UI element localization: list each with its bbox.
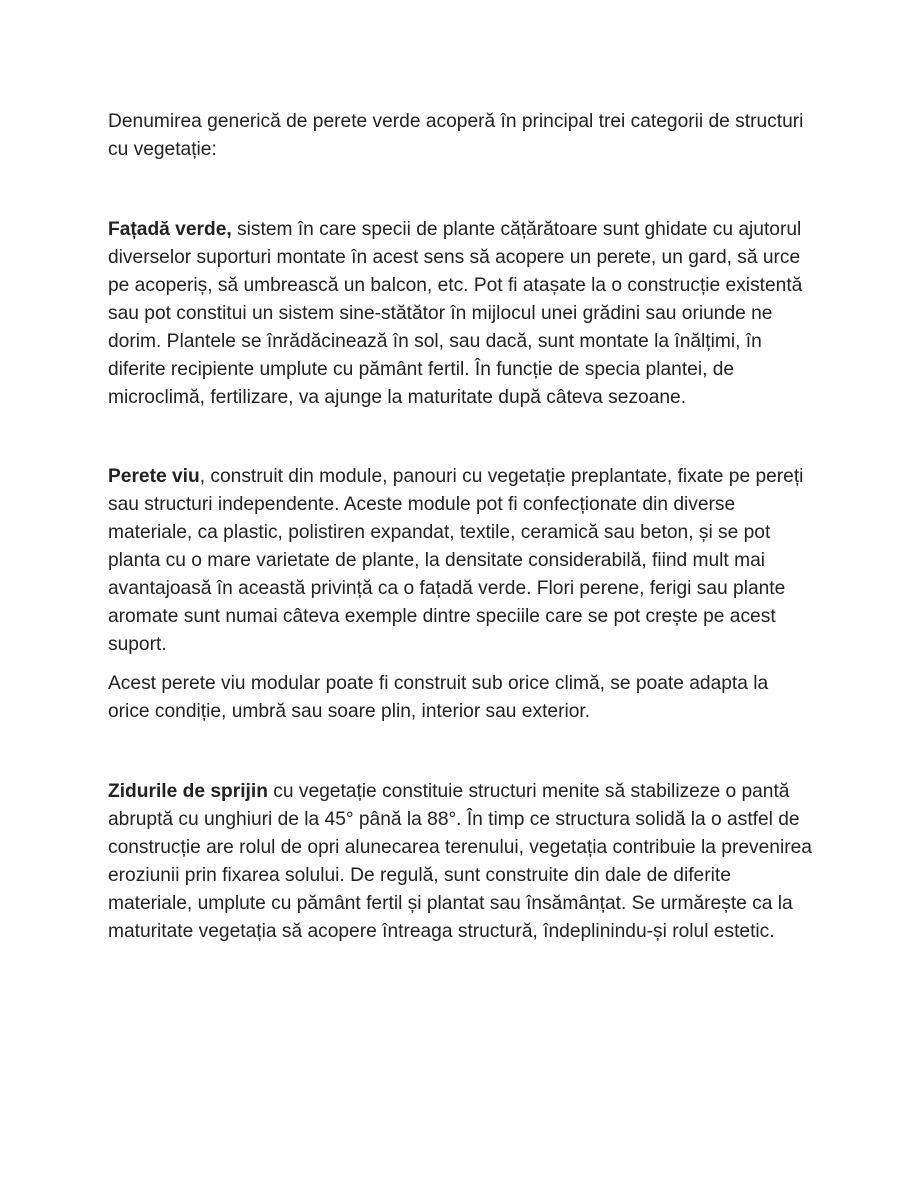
fatada-verde-term: Fațadă verde, (108, 219, 232, 240)
ziduri-sprijin-paragraph (108, 778, 814, 946)
perete-viu-paragraph (108, 463, 814, 659)
perete-viu-text: , construit din module, panouri cu vegetație preplantate, fixate pe pereți sau structuri independente. Aceste module pot fi confecționate din diverse materiale, ca plastic, polistiren expandat, textile, ceramică sau beton, și se pot planta cu o mare varietate de plante, la densitate considerabilă, fiind mult mai avantajoasă în această privință ca o fațadă verde. Flori perene, ferigi sau plante aromate sunt numai câteva exemple dintre speciile care se pot crește pe acest suport. (108, 466, 804, 655)
perete-modular-paragraph: Acest perete viu modular poate fi construit sub orice climă, se poate adapta la orice condiție, umbră sau soare plin, interior sau exterior. (108, 673, 769, 722)
intro-paragraph: Denumirea generică de perete verde acoperă în principal trei categorii de structuri cu vegetație: (108, 111, 804, 160)
fatada-verde-paragraph (108, 216, 814, 412)
ziduri-sprijin-term: Zidurile de sprijin (108, 781, 268, 802)
ziduri-sprijin-text: cu vegetație constituie structuri menite să stabilizeze o pantă abruptă cu unghiuri de la 45° până la 88°. În timp ce structura solidă la o astfel de construcție are rolul de opri alunecarea terenului, vegetația contribuie la prevenirea eroziunii prin fixarea solului. De regulă, sunt construite din dale de diferite materiale, umplute cu pământ fertil și plantat sau însămânțat. Se urmărește ca la maturitate vegetația să acopere întreaga structură, îndeplinindu-și rolul estetic. (108, 781, 812, 942)
document-page (108, 108, 814, 946)
fatada-verde-text: sistem în care specii de plante cățărătoare sunt ghidate cu ajutorul diverselor suporturi montate în acest sens să acopere un perete, un gard, să urce pe acoperiș, să umbrească un balcon, etc. Pot fi atașate la o construcție existentă sau pot constitui un sistem sine-stătător în mijlocul unei grădini sau oriunde ne dorim. Plantele se înrădăcinează în sol, sau dacă, sunt montate la înălțimi, în diferite recipiente umplute cu pământ fertil. În funcție de specia plantei, de microclimă, fertilizare, va ajunge la maturitate după câteva sezoane. (108, 219, 803, 408)
perete-viu-term: Perete viu (108, 466, 200, 487)
